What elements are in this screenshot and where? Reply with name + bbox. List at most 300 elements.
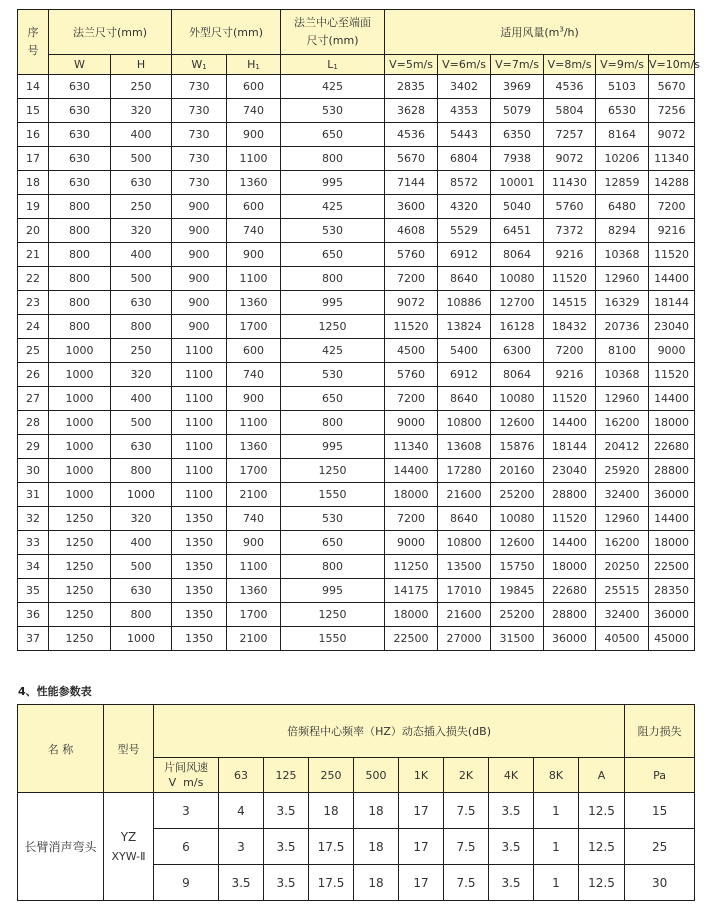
table-cell: 28 [18,411,49,435]
frequency-header: 倍频程中心频率（HZ）动态插入损失(dB) [154,705,625,758]
table-cell: 1000 [111,627,172,651]
table-cell: 25200 [491,603,544,627]
table-cell: 18000 [385,483,438,507]
table-cell: 22500 [649,555,695,579]
table-cell: 14400 [649,267,695,291]
table-row [18,531,695,555]
table-cell: 22 [18,267,49,291]
table-cell: 5400 [438,339,491,363]
table-cell: 995 [281,291,385,315]
table-cell: 1000 [49,339,111,363]
model-line: XYW-Ⅱ [111,849,146,863]
table-cell: 35 [18,579,49,603]
table-cell: 11250 [385,555,438,579]
table-row [18,147,695,171]
table-cell: 500 [111,555,172,579]
table-cell: 3402 [438,75,491,99]
table-cell: 630 [111,579,172,603]
table-cell: 16200 [596,531,649,555]
table-cell: 32400 [596,603,649,627]
table-cell: 320 [111,219,172,243]
table-cell: 18000 [544,555,596,579]
table-cell: 6912 [438,363,491,387]
table-cell: 630 [111,171,172,195]
table-cell: 1250 [49,603,111,627]
table-cell: 5760 [385,243,438,267]
table-row [18,603,695,627]
table-cell: 400 [111,123,172,147]
col-h1: $H_1$ [227,55,281,75]
table-cell: 800 [49,195,111,219]
table-cell: 8294 [596,219,649,243]
table-cell: 900 [227,531,281,555]
col-speed: V=8m/s [544,55,596,75]
band-header: 8K [534,758,579,793]
table-row [18,411,695,435]
table-cell: 630 [111,291,172,315]
table-cell: 17280 [438,459,491,483]
table-cell: 1700 [227,459,281,483]
performance-table-body [18,793,695,901]
col-h: H [111,55,172,75]
table-cell: 10800 [438,531,491,555]
table-row [18,627,695,651]
table-cell: 800 [111,315,172,339]
table-cell: 3 [219,829,264,865]
table-cell: 18 [309,793,354,829]
table-cell: 800 [281,411,385,435]
table-cell: 425 [281,339,385,363]
table-cell: 650 [281,123,385,147]
table-cell: 1350 [172,507,227,531]
table-cell: 9216 [649,219,695,243]
table-cell: 28800 [544,603,596,627]
table-cell: 20412 [596,435,649,459]
table-cell: 20250 [596,555,649,579]
table-cell: 3628 [385,99,438,123]
table-cell: 18144 [649,291,695,315]
table-cell: 7144 [385,171,438,195]
table-cell: 1100 [172,435,227,459]
table-cell: 15876 [491,435,544,459]
table-cell: 16329 [596,291,649,315]
table-cell: 36000 [649,483,695,507]
table-cell: 14 [18,75,49,99]
table-cell: 11520 [544,267,596,291]
table-cell: 3.5 [489,865,534,901]
table-cell: 19845 [491,579,544,603]
table-cell: 4320 [438,195,491,219]
table-cell: 3.5 [489,793,534,829]
table-cell: 11520 [649,363,695,387]
table-cell: 6530 [596,99,649,123]
table-cell: 1100 [172,459,227,483]
table-cell: 17 [399,793,444,829]
table-cell: 30 [625,865,695,901]
table-cell: 530 [281,99,385,123]
table-cell: 5760 [544,195,596,219]
table-cell: 12960 [596,267,649,291]
table-cell: 400 [111,531,172,555]
table-cell: 1350 [172,555,227,579]
air-volume-table [17,9,700,651]
table-cell: 3.5 [264,865,309,901]
table-cell: 5670 [649,75,695,99]
table-row [18,507,695,531]
table-cell: 4 [219,793,264,829]
table-cell: 10368 [596,243,649,267]
table-cell: 12600 [491,531,544,555]
table-cell: 2100 [227,627,281,651]
table-cell: 2835 [385,75,438,99]
table-cell: 23040 [544,459,596,483]
table-cell: 29 [18,435,49,459]
table-cell: 900 [172,315,227,339]
table-cell: 1350 [172,579,227,603]
table-cell: 27000 [438,627,491,651]
table-cell: 600 [227,75,281,99]
table-row [18,243,695,267]
table-cell: 12859 [596,171,649,195]
table-cell: 650 [281,387,385,411]
table-cell: 1100 [172,411,227,435]
table-cell: 8572 [438,171,491,195]
table-cell: 730 [172,147,227,171]
table-cell: 16 [18,123,49,147]
band-header: 125 [264,758,309,793]
table-cell: 530 [281,507,385,531]
table-cell: 13824 [438,315,491,339]
table-cell: 1700 [227,315,281,339]
table-cell: 650 [281,531,385,555]
table-cell: 1000 [49,411,111,435]
airflow-header: 适用风量$(m^3/h)$ [385,10,695,55]
table-cell: 25 [625,829,695,865]
table-cell: 4536 [544,75,596,99]
table-cell: 11520 [385,315,438,339]
table-cell: 34 [18,555,49,579]
table-cell: 9216 [544,243,596,267]
table-cell: 10080 [491,387,544,411]
table-cell: 900 [172,291,227,315]
table-cell: 1000 [49,459,111,483]
table-cell: 800 [49,291,111,315]
table-cell: 17010 [438,579,491,603]
table-cell: 7200 [649,195,695,219]
table-cell: 1250 [49,627,111,651]
table-cell: 18000 [649,531,695,555]
table-cell: 10206 [596,147,649,171]
table-cell: 18 [354,865,399,901]
table-cell: 1 [534,865,579,901]
table-cell: 25920 [596,459,649,483]
table-cell: 20736 [596,315,649,339]
table-cell: 630 [49,75,111,99]
table-cell: 730 [172,99,227,123]
table-cell: 1350 [172,531,227,555]
table-cell: 30 [18,459,49,483]
table-cell: 800 [281,267,385,291]
table-row [18,219,695,243]
table-cell: 10800 [438,411,491,435]
table-row [18,171,695,195]
table-cell: 1100 [172,387,227,411]
table-cell: 7.5 [444,829,489,865]
table-cell: 5804 [544,99,596,123]
center-to-end-header: 法兰中心至端面尺寸(mm) [281,10,385,55]
col-speed: V=6m/s [438,55,491,75]
table-cell: 6912 [438,243,491,267]
table-cell: 10080 [491,267,544,291]
band-header: 63 [219,758,264,793]
table-cell: 995 [281,579,385,603]
table-cell: 1250 [281,459,385,483]
table-cell: 12.5 [579,793,625,829]
table-cell: 900 [227,387,281,411]
table-cell: 730 [172,123,227,147]
table-cell: 4500 [385,339,438,363]
table-cell: 730 [172,75,227,99]
table-cell: 740 [227,99,281,123]
table-row [18,195,695,219]
table-cell: 250 [111,339,172,363]
table-cell: 900 [227,123,281,147]
table-cell: 13608 [438,435,491,459]
table-cell: 18432 [544,315,596,339]
table-cell: 5760 [385,363,438,387]
table-cell: 1000 [49,483,111,507]
model-header: 型号 [104,705,154,793]
table-row [18,291,695,315]
table-cell: 1 [534,829,579,865]
table-cell: 5079 [491,99,544,123]
table-cell: 1360 [227,579,281,603]
table-cell: 33 [18,531,49,555]
table-cell: 11520 [649,243,695,267]
table-cell: 630 [49,171,111,195]
table-cell: 1250 [281,315,385,339]
table-cell: 36000 [544,627,596,651]
table-cell: 6 [154,829,219,865]
table-cell: 425 [281,195,385,219]
table-cell: 1100 [227,267,281,291]
table-cell: 3.5 [219,865,264,901]
table-cell: 1000 [49,387,111,411]
table-cell: 14288 [649,171,695,195]
table-cell: 21 [18,243,49,267]
table-cell: 8164 [596,123,649,147]
table-cell: 28800 [649,459,695,483]
table-cell: 7200 [385,267,438,291]
table-cell: 11340 [649,147,695,171]
table-cell: 18 [354,829,399,865]
table-cell: 12.5 [579,865,625,901]
table-cell: 6480 [596,195,649,219]
table-cell: 730 [172,171,227,195]
table-cell: 20160 [491,459,544,483]
table-cell: 7.5 [444,793,489,829]
col-w1: $W_1$ [172,55,227,75]
table-cell: 25515 [596,579,649,603]
table-cell: 1100 [172,339,227,363]
table-cell: 4536 [385,123,438,147]
table-cell: 15 [18,99,49,123]
table-cell: 14400 [544,411,596,435]
table-cell: 11340 [385,435,438,459]
section-title: 4、性能参数表 [18,685,92,698]
table-cell: 1250 [49,555,111,579]
table-cell: 23040 [649,315,695,339]
table-cell: 630 [49,123,111,147]
table-row [18,793,695,829]
table-cell: 10886 [438,291,491,315]
table-cell: 900 [172,243,227,267]
table-cell: 900 [172,267,227,291]
table-cell: 800 [49,267,111,291]
table-cell: 6804 [438,147,491,171]
resistance-header: 阻力损失 [625,705,695,758]
table-cell: 17.5 [309,865,354,901]
table-cell: 800 [281,555,385,579]
table-cell: 2100 [227,483,281,507]
table-cell: 13500 [438,555,491,579]
table-cell: 18 [18,171,49,195]
table-row [18,339,695,363]
table-cell: 17 [399,829,444,865]
table-cell: 15750 [491,555,544,579]
table-cell: 600 [227,195,281,219]
table-cell: 6451 [491,219,544,243]
table-row [18,459,695,483]
table-cell: 500 [111,267,172,291]
table-cell: 10368 [596,363,649,387]
table-cell: 9000 [385,411,438,435]
table-cell: 12960 [596,507,649,531]
performance-table [17,704,695,901]
table-cell: 14515 [544,291,596,315]
table-cell: 5103 [596,75,649,99]
table-cell: 5040 [491,195,544,219]
table-cell: 25 [18,339,49,363]
table-cell: 3 [154,793,219,829]
table-cell: 900 [172,195,227,219]
table-cell: 9216 [544,363,596,387]
table-cell: 1350 [172,627,227,651]
table-cell: 8064 [491,363,544,387]
table-cell: 11430 [544,171,596,195]
table-cell: 1100 [172,363,227,387]
table-row [18,75,695,99]
table-cell: 1700 [227,603,281,627]
table-cell: 900 [172,219,227,243]
table-cell: 800 [49,315,111,339]
table-cell: 21600 [438,483,491,507]
table-cell: 3969 [491,75,544,99]
table-cell: 17.5 [309,829,354,865]
pa-header: Pa [625,758,695,793]
table-cell: 9072 [385,291,438,315]
table-cell: 12600 [491,411,544,435]
table-cell: 12700 [491,291,544,315]
table-cell: 630 [111,435,172,459]
table-cell: 16128 [491,315,544,339]
band-header: 1K [399,758,444,793]
table-cell: 1250 [49,579,111,603]
band-header: A [579,758,625,793]
table-cell: 9 [154,865,219,901]
col-speed: V=7m/s [491,55,544,75]
table-cell: 1550 [281,483,385,507]
table-cell: 14400 [385,459,438,483]
table-cell: 18000 [649,411,695,435]
table-cell: 320 [111,507,172,531]
table-cell: 11520 [544,387,596,411]
col-speed: V=5m/s [385,55,438,75]
table-cell: 1550 [281,627,385,651]
table-row [18,555,695,579]
table-cell: 10001 [491,171,544,195]
table-cell: 6300 [491,339,544,363]
table-cell: 1 [534,793,579,829]
table-cell: 7256 [649,99,695,123]
table-cell: 18144 [544,435,596,459]
table-row [18,315,695,339]
table-cell: 12.5 [579,829,625,865]
band-header: 4K [489,758,534,793]
table-cell: 1100 [227,147,281,171]
table-cell: 31 [18,483,49,507]
table-cell: 530 [281,363,385,387]
table-cell: 995 [281,435,385,459]
table-cell: 27 [18,387,49,411]
table-cell: 4608 [385,219,438,243]
flange-size-header: 法兰尺寸(mm) [49,10,172,55]
table-cell: 1250 [49,507,111,531]
table-cell: 28350 [649,579,695,603]
table-cell: 7938 [491,147,544,171]
product-model [104,793,154,901]
table-cell: 16200 [596,411,649,435]
table-cell: 1250 [281,603,385,627]
table-cell: 425 [281,75,385,99]
table-cell: 1100 [227,411,281,435]
table-cell: 320 [111,363,172,387]
table-cell: 26 [18,363,49,387]
table-cell: 14400 [649,387,695,411]
table-cell: 11520 [544,507,596,531]
table-row [18,99,695,123]
table-cell: 800 [111,603,172,627]
table-cell: 32 [18,507,49,531]
table-cell: 18 [354,793,399,829]
table-cell: 400 [111,243,172,267]
table-cell: 3.5 [489,829,534,865]
table-cell: 8640 [438,267,491,291]
table-cell: 3600 [385,195,438,219]
table-cell: 250 [111,75,172,99]
table-cell: 740 [227,219,281,243]
table-cell: 17 [18,147,49,171]
table-cell: 36000 [649,603,695,627]
table-cell: 800 [49,243,111,267]
table-cell: 400 [111,387,172,411]
table-cell: 36 [18,603,49,627]
table-cell: 5443 [438,123,491,147]
table-row [18,363,695,387]
table-cell: 7200 [385,507,438,531]
table-cell: 22680 [544,579,596,603]
table-row [18,579,695,603]
